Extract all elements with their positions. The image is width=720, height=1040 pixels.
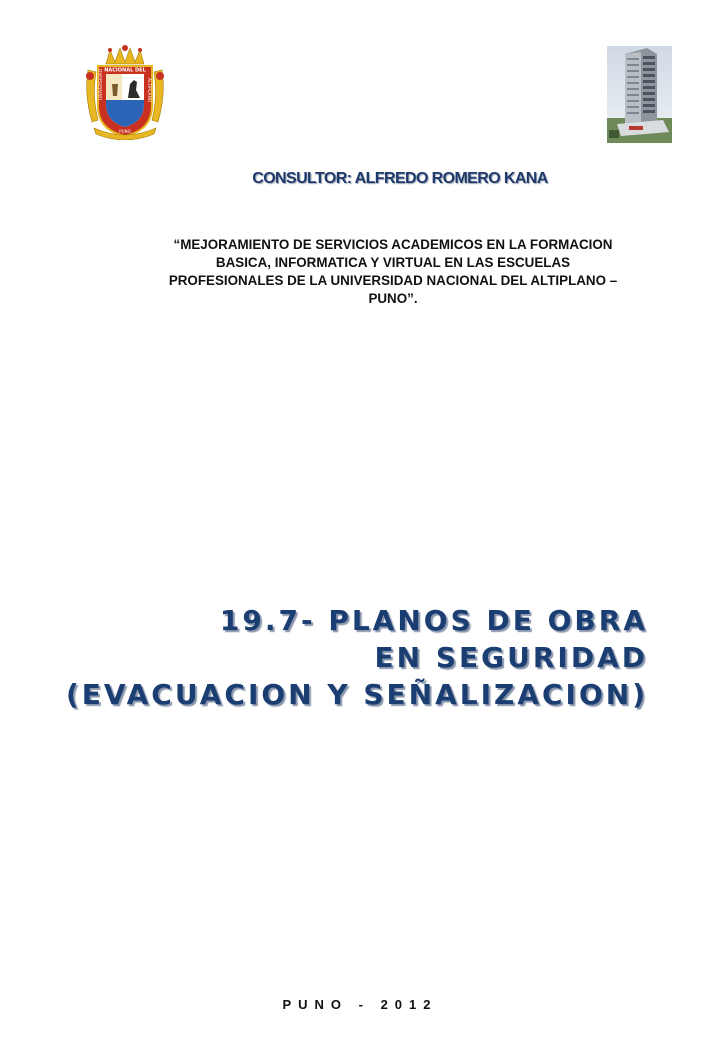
project-title: [128, 236, 658, 308]
footer-place-year: PUNO - 2012: [282, 997, 438, 1012]
building-rendering-icon: [607, 46, 672, 143]
document-title-line: EN SEGURIDAD: [374, 641, 648, 674]
project-title-line: “MEJORAMIENTO DE SERVICIOS ACADEMICOS EN LA FORMACION: [173, 237, 613, 252]
project-title-line: PUNO”.: [368, 291, 418, 306]
project-title-line: BASICA, INFORMATICA Y VIRTUAL EN LAS ESCUELAS: [215, 255, 571, 270]
document-title-line: 19.7- PLANOS DE OBRA: [219, 604, 648, 637]
document-title-line: (EVACUACION Y SEÑALIZACION): [65, 678, 648, 711]
svg-text:UNIVERSIDAD: UNIVERSIDAD: [99, 68, 104, 100]
consultant-name: CONSULTOR: ALFREDO ROMERO KANA: [252, 170, 548, 187]
document-title: [66, 602, 648, 713]
university-coat-of-arms-icon: [82, 44, 168, 140]
svg-text:NACIONAL DEL: NACIONAL DEL: [104, 67, 146, 74]
project-title-line: PROFESIONALES DE LA UNIVERSIDAD NACIONAL DEL ALTIPLANO –: [168, 273, 618, 288]
svg-text:ALTIPLANO: ALTIPLANO: [146, 78, 151, 103]
svg-text:PUNO: PUNO: [119, 129, 131, 134]
